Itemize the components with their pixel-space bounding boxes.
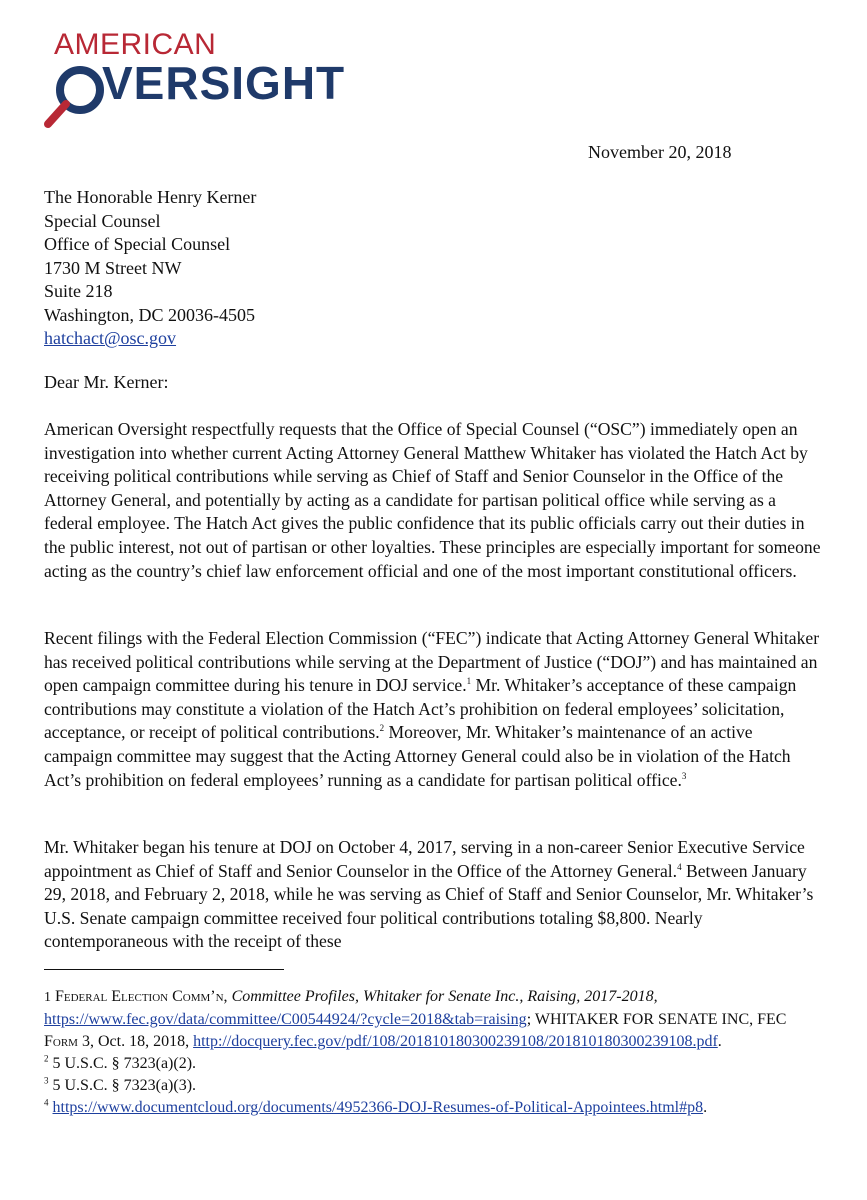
footnote-3-text: 5 U.S.C. § 7323(a)(3). <box>52 1077 197 1094</box>
paragraph-2 <box>44 627 824 792</box>
footnote-ref-4[interactable]: 4 <box>677 861 682 872</box>
recipient-city: Washington, DC 20036-4505 <box>44 304 256 325</box>
recipient-name: The Honorable Henry Kerner <box>44 187 257 207</box>
recipient-street: 1730 M Street NW <box>44 257 182 278</box>
footnote-2 <box>44 1053 824 1075</box>
footnote-1-title: Committee Profiles, Whitaker for Senate Inc., Raising, 2017-2018, <box>231 988 658 1005</box>
logo-line-2: VERSIGHT <box>102 57 346 109</box>
paragraph-3-part-b: Between January 29, 2018, and February 2, 2018, while he was serving as Chief of Staff and Senior Counselor, Mr. Whitaker’s U.S. Senate campaign committee received four political contributions totaling $8,800. Nearly contemporaneous with the receipt of these <box>44 860 814 952</box>
paragraph-2-part-a: Recent filings with the Federal Election Commission (“FEC”) indicate that Acting Attorney General Whitaker has received political contributions while serving at the Department of Justice (“DOJ”) and has maintained an open campaign committee during his tenure in DOJ service. <box>44 628 820 696</box>
salutation: Dear Mr. Kerner: <box>44 372 169 392</box>
footnote-1-form: Form <box>44 1033 78 1050</box>
paragraph-2-part-c: Moreover, Mr. Whitaker’s maintenance of an active campaign committee may suggest that the Acting Attorney General could also be in violation of the Hatch Act’s prohibition on federal employees’ running as a candidate for partisan political office. <box>44 722 791 790</box>
footnote-3-number: 3 <box>44 1075 49 1086</box>
paragraph-3 <box>44 836 824 954</box>
footnote-3 <box>44 1075 824 1097</box>
footnote-1-link-fec-pdf[interactable]: http://docquery.fec.gov/pdf/108/201810180300239108/201810180300239108.pdf <box>193 1033 718 1050</box>
paragraph-1: American Oversight respectfully requests that the Office of Special Counsel (“OSC”) immediately open an investigation into whether current Acting Attorney General Matthew Whitaker has violated the Hatch Act by receiving political contributions while serving as Chief of Staff and Senior Counselor in the Office of the Attorney General, and potentially by acting as a candidate for partisan political office while serving as a federal employee. The Hatch Act gives the public confidence that its public officials carry out their duties in the public interest, not out of partisan or other loyalties. These principles are especially important for someone acting as the country’s chief law enforcement official and one of the most important constitutional officers. <box>44 419 821 581</box>
logo-line-1: AMERICAN <box>54 28 217 61</box>
footnote-divider <box>44 969 284 970</box>
footnote-2-text: 5 U.S.C. § 7323(a)(2). <box>52 1055 197 1072</box>
footnote-1-number: 1 <box>44 990 51 1005</box>
footnote-ref-3[interactable]: 3 <box>681 770 687 781</box>
footnote-ref-1[interactable]: 1 <box>466 676 472 687</box>
footnote-1-text-b: 3, Oct. 18, 2018, <box>77 1033 190 1050</box>
footnote-1-end: . <box>717 1033 722 1050</box>
recipient-office: Office of Special Counsel <box>44 234 231 254</box>
footnotes <box>44 986 824 1119</box>
footnote-1-link-fec-committee[interactable]: https://www.fec.gov/data/committee/C00544924/?cycle=2018&tab=raising <box>44 1011 527 1028</box>
recipient-email-link[interactable]: hatchact@osc.gov <box>44 328 177 348</box>
footnote-1-source: Federal Election Comm’n, <box>55 988 228 1005</box>
recipient-suite: Suite 218 <box>44 281 113 301</box>
footnote-4-link-documentcloud[interactable]: https://www.documentcloud.org/documents/4952366-DOJ-Resumes-of-Political-Appointees.html#p8 <box>52 1099 704 1116</box>
footnote-4-end: . <box>703 1099 708 1116</box>
footnote-1-text-a: ; WHITAKER FOR SENATE INC, FEC <box>526 1011 787 1028</box>
recipient-title: Special Counsel <box>44 210 161 231</box>
american-oversight-logo <box>42 28 382 118</box>
footnote-2-number: 2 <box>44 1053 49 1064</box>
recipient-address <box>44 186 256 351</box>
footnote-4-number: 4 <box>44 1097 49 1108</box>
letter-date: November 20, 2018 <box>588 142 732 162</box>
paragraph-2-part-b: Mr. Whitaker’s acceptance of these campaign contributions may constitute a violation of the Hatch Act’s prohibition on federal employees’ solicitation, acceptance, or receipt of political contributions. <box>44 675 797 743</box>
paragraph-3-part-a: Mr. Whitaker began his tenure at DOJ on October 4, 2017, serving in a non-career Senior Executive Service appointment as Chief of Staff and Senior Counselor in the Office of the Attorney General. <box>44 837 805 881</box>
footnote-1 <box>44 986 824 1053</box>
footnote-ref-2[interactable]: 2 <box>379 723 385 734</box>
footnote-4 <box>44 1097 824 1119</box>
